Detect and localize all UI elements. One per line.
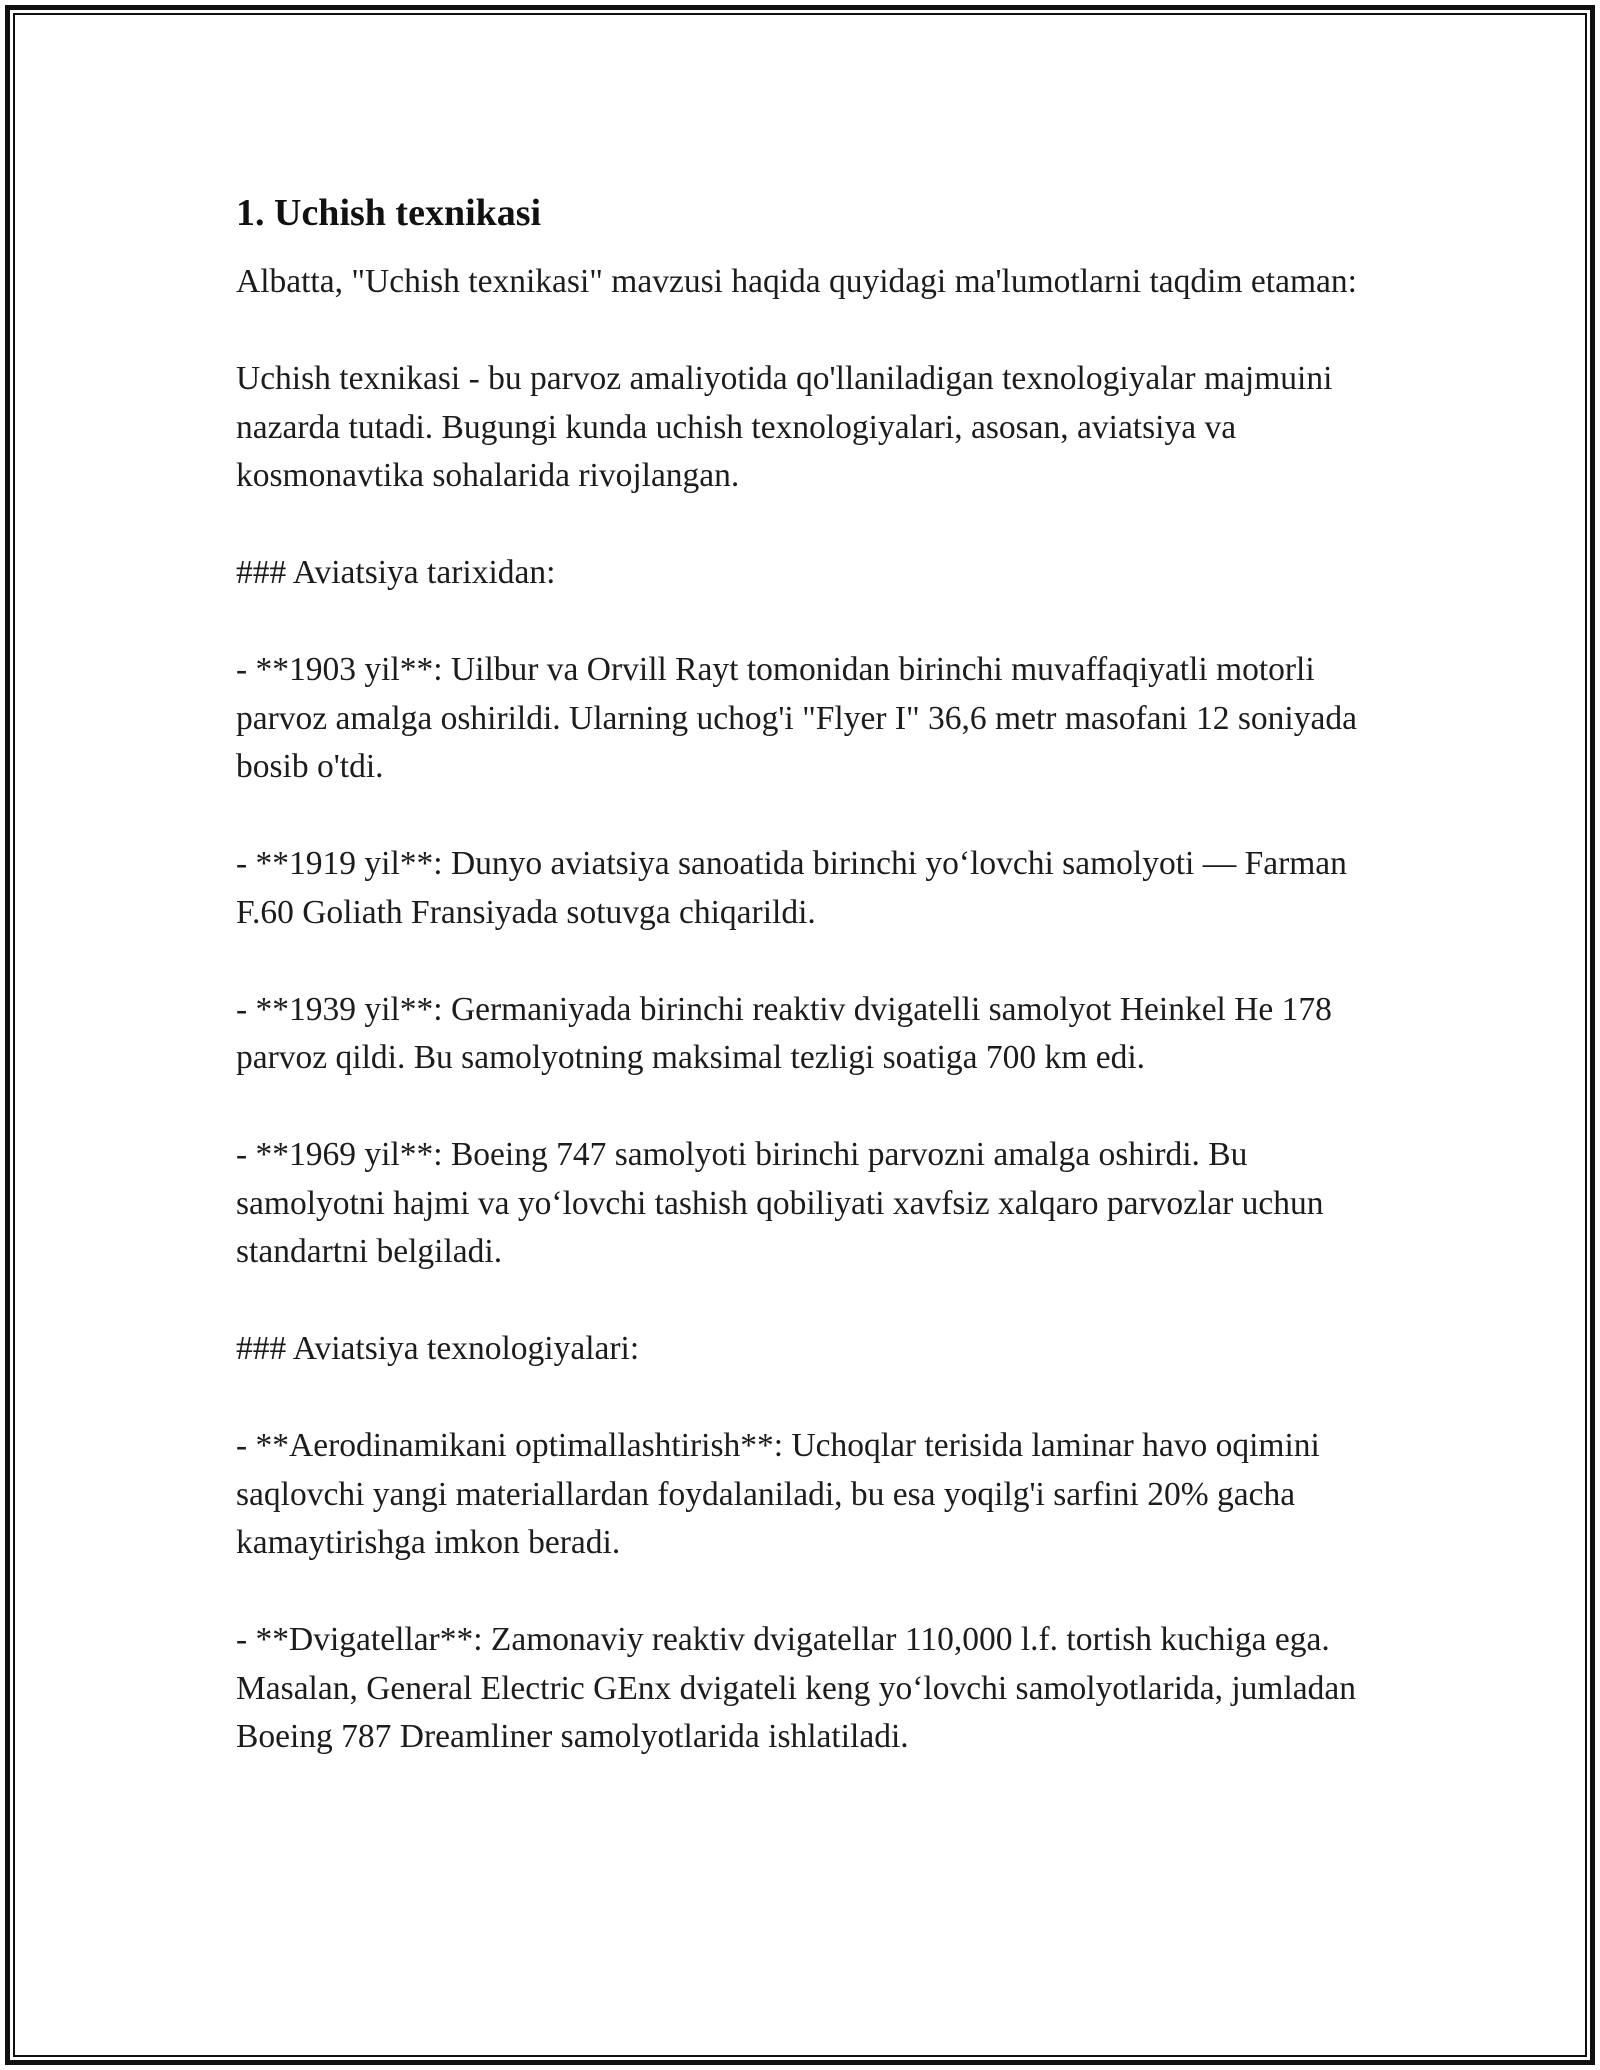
list-item-engines: - **Dvigatellar**: Zamonaviy reaktiv dvigatellar 110,000 l.f. tortish kuchiga ega. Masalan, General Electric GEnx dvigateli keng yo‘lovchi samolyotlarida, jumladan Boeing 787 Dreamliner samolyotlarida ishlatiladi.	[236, 1621, 1357, 1755]
section-heading-technologies: ### Aviatsiya texnologiyalari:	[236, 1330, 640, 1367]
section-heading-history: ### Aviatsiya tarixidan:	[236, 554, 556, 591]
list-item-aerodynamics: - **Aerodinamikani optimallashtirish**: Uchoqlar terisida laminar havo oqimini saqlovchi yangi materiallardan foydalaniladi, bu esa yoqilg'i sarfini 20% gacha kamaytirishga imkon beradi.	[236, 1427, 1320, 1561]
document-title: 1. Uchish texnikasi	[236, 192, 542, 234]
list-item-1939: - **1939 yil**: Germaniyada birinchi reaktiv dvigatelli samolyot Heinkel He 178 parvoz qildi. Bu samolyotning maksimal tezligi soatiga 700 km edi.	[236, 990, 1332, 1076]
list-item-1969: - **1969 yil**: Boeing 747 samolyoti birinchi parvozni amalga oshirdi. Bu samolyotni hajmi va yo‘lovchi tashish qobiliyati xavfsiz xalqaro parvozlar uchun standartni belgiladi.	[236, 1136, 1324, 1270]
document-body	[236, 188, 1376, 1810]
definition-paragraph: Uchish texnikasi - bu parvoz amaliyotida qo'llaniladigan texnologiyalar majmuini nazarda tutadi. Bugungi kunda uchish texnologiyalari, asosan, aviatsiya va kosmonavtika sohalarida rivojlangan.	[236, 360, 1333, 494]
list-item-1903: - **1903 yil**: Uilbur va Orvill Rayt tomonidan birinchi muvaffaqiyatli motorli parvoz amalga oshirildi. Ularning uchog'i "Flyer I" 36,6 metr masofani 12 soniyada bosib o'tdi.	[236, 651, 1357, 785]
list-item-1919: - **1919 yil**: Dunyo aviatsiya sanoatida birinchi yo‘lovchi samolyoti — Farman F.60 Goliath Fransiyada sotuvga chiqarildi.	[236, 845, 1347, 931]
intro-paragraph: Albatta, "Uchish texnikasi" mavzusi haqida quyidagi ma'lumotlarni taqdim etaman:	[236, 263, 1357, 300]
